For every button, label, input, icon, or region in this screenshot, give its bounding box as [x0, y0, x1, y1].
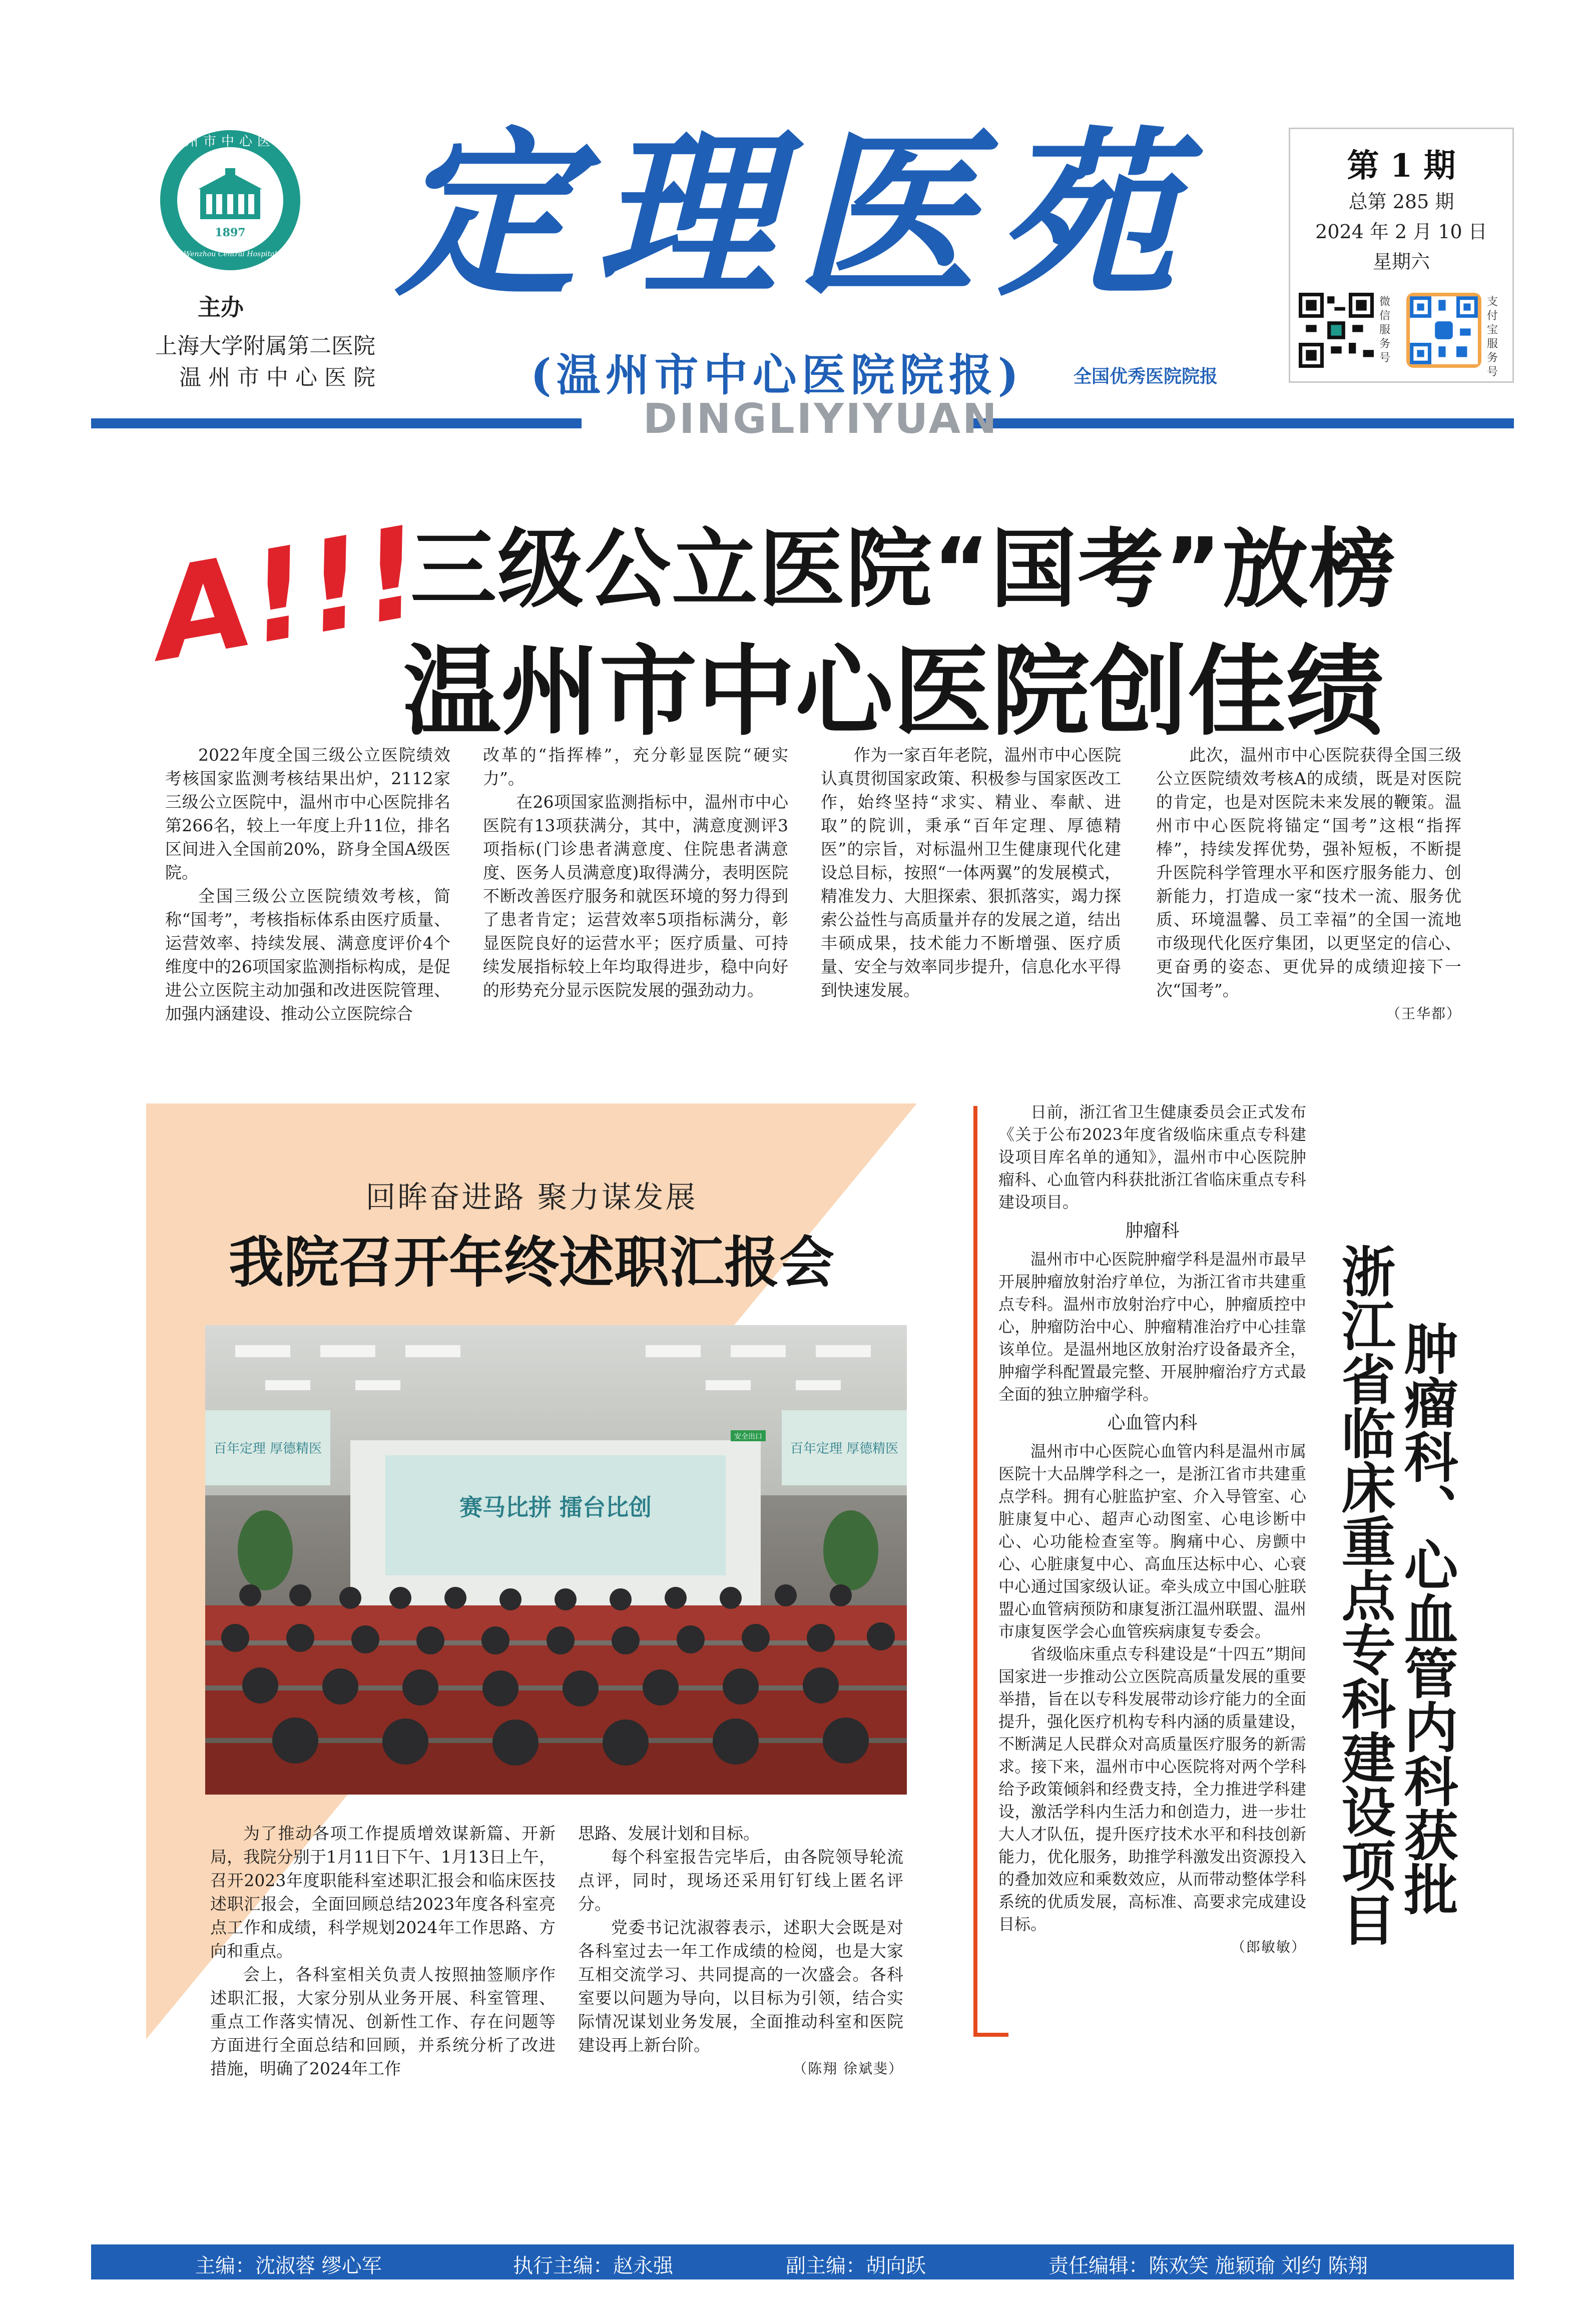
feature-paragraph: 为了推动各项工作提质增效谋新篇、开新局，我院分别于1月11日下午、1月13日上午，召开2023年度职能科室述职汇报会和临床医技述职汇报会，全面回顾总结2023年度各科室亮点工作和成绩，科学规划2024年工作思路、方向和重点。: [210, 1824, 556, 1961]
lead-article-column-2: [483, 743, 788, 1002]
feature-paragraph: 党委书记沈淑蓉表示，述职大会既是对各科室过去一年工作成绩的检阅，也是大家互相交流学习、共同提高的一次盛会。各科室要以问题为导向，以目标为引领，结合实际情况谋划业务发展，全面推动科室和医院建设再上新台阶。: [578, 1918, 903, 2055]
feature-paragraph: 思路、发展计划和目标。: [578, 1824, 760, 1843]
newspaper-pinyin: DINGLIYIYUAN: [643, 395, 999, 443]
masthead-rule-right: [968, 418, 1514, 428]
side-headline-line-2: 浙江省临床重点专科建设项目: [1332, 1244, 1395, 1946]
alipay-qr-label: 支付宝服务号: [1486, 296, 1498, 378]
duty-editors-credit: 责任编辑：陈欢笑 施颖瑜 刘约 陈翔: [1048, 2254, 1368, 2277]
side-paragraph: 省级临床重点专科建设是“十四五”期间国家进一步推动公立医院高质量发展的重要举措，旨在以专科发展带动诊疗能力的全面提升，强化医疗机构专科内涵的质量建设，不断满足人民群众对高质量医疗服务的新需求。接下来，温州市中心医院将对两个学科给予政策倾斜和经费支持，全力推进学科建设，激活学科内生活力和创造力，进一步壮大人才队伍，提升医疗技术水平和科技创新能力，优化服务，助推学科激发出资源投入的叠加效应和乘数效应，从而带动整体学科系统的优质发展，高标准、高要求完成建设目标。: [998, 1644, 1306, 1934]
wechat-qr-code[interactable]: [1299, 293, 1374, 368]
logo-year: 1897: [215, 226, 246, 239]
side-paragraph: 温州市中心医院心血管内科是温州市属医院十大品牌学科之一，是浙江省市共建重点学科。拥有心脏监护室、介入导管室、心脏康复中心、超声心动图室、心电诊断中心、心功能检查室等。胸痛中心、房颤中心、心脏康复中心、高血压达标中心、心衰中心通过国家级认证。牵头成立中国心脏联盟心血管病预防和康复浙江温州联盟、温州市康复医学会心血管疾病康复专委会。: [998, 1442, 1306, 1641]
grade-a-badge: A!!!: [143, 499, 432, 689]
issue-number: 第 1 期: [1347, 147, 1456, 185]
newspaper-subtitle: (温州市中心医院院报): [530, 349, 1024, 401]
executive-editor-credit: 执行主编：赵永强: [513, 2254, 673, 2277]
lead-paragraph: 此次，温州市中心医院获得全国三级公立医院绩效考核A的成绩，既是对医院的肯定，也是对医院未来发展的鞭策。温州市中心医院将锚定“国考”这根“指挥棒”，持续发挥优势，强补短板，不断提升医院科学管理水平和医疗服务能力、创新能力，打造成一家“技术一流、服务优质、环境温馨、员工幸福”的全国一流地市级现代化医疗集团，以更坚定的信心、更奋勇的姿态、更优异的成绩迎接下一次“国考”。: [1156, 745, 1461, 1000]
issue-total: 总第 285 期: [1348, 191, 1454, 213]
issue-weekday: 星期六: [1372, 251, 1430, 273]
side-paragraph: 温州市中心医院肿瘤学科是温州市最早开展肿瘤放射治疗单位，为浙江省市共建重点专科。温州市放射治疗中心，肿瘤质控中心，肿瘤防治中心、肿瘤精准治疗中心挂靠该单位。是温州地区放射治疗设备最齐全，肿瘤学科配置最完整、开展肿瘤治疗方式最全面的独立肿瘤学科。: [998, 1250, 1306, 1404]
logo-ring-text: 温州市中心医院: [167, 134, 293, 149]
side-screen-left-text: 百年定理 厚德精医: [213, 1441, 322, 1456]
lead-paragraph: 作为一家百年老院，温州市中心医院认真贯彻国家政策、积极参与国家医改工作，始终坚持“求实、精业、奉献、进取”的院训，秉承“百年定理、厚德精医”的宗旨，对标温州卫生健康现代化建设总目标，按照“一体两翼”的发展模式，精准发力、大胆探索、狠抓落实，竭力探索公益性与高质量并存的发展之道，结出丰硕成果，技术能力不断增强、医疗质量、安全与效率同步提升，信息化水平得到快速发展。: [821, 745, 1121, 1000]
lead-article-column-1: [165, 743, 450, 1025]
logo-english-name: Wenzhou Central Hospital: [183, 250, 277, 258]
side-paragraph: 日前，浙江省卫生健康委员会正式发布《关于公布2023年度省级临床重点专科建设项目库名单的通知》，温州市中心医院肿瘤科、心血管内科获批浙江省临床重点专科建设项目。: [998, 1102, 1306, 1212]
exit-sign-text: 安全出口: [734, 1433, 762, 1441]
host-name-2: 温 州 市 中 心 医 院: [179, 365, 375, 390]
lead-paragraph: 2022年度全国三级公立医院绩效考核国家监测考核结果出炉，2112家三级公立医院中，温州市中心医院排名第266名，较上一年度上升11位，排名区间进入全国前20%，跻身全国A级医院。: [165, 745, 450, 882]
hospital-building-icon: [196, 168, 264, 223]
subheading-oncology: 肿瘤科: [1125, 1221, 1180, 1241]
lead-article-column-4: [1156, 743, 1461, 1025]
award-badge: 全国优秀医院院报: [1074, 366, 1218, 387]
lead-byline: （王华都）: [1386, 1005, 1461, 1022]
side-headline-line-1: 肿瘤科、心血管内科获批: [1395, 1321, 1457, 1916]
headline-line-2: 温州市中心医院创佳绩: [403, 635, 1384, 749]
feature-column-2: [578, 1822, 903, 2080]
alipay-qr-code[interactable]: [1406, 293, 1481, 368]
lead-paragraph: 改革的“指挥棒”，充分彰显医院“硬实力”。: [483, 745, 788, 788]
side-article-rule: [973, 1106, 977, 2037]
feature-paragraph: 会上，各科室相关负责人按照抽签顺序作述职汇报，大家分别从业务开展、科室管理、重点工作落实情况、创新性工作、存在问题等方面进行全面总结和回顾，并系统分析了改进措施，明确了2024年工作: [210, 1965, 556, 2078]
meeting-photo: [205, 1325, 907, 1795]
meeting-photo-image: [205, 1325, 907, 1795]
side-screen-right-text: 百年定理 厚德精医: [790, 1441, 899, 1456]
deputy-editor-credit: 副主编：胡向跃: [786, 2254, 926, 2277]
lead-paragraph: 在26项国家监测指标中，温州市中心医院有13项获满分，其中，满意度测评3项指标(门诊患者满意度、住院患者满意度、医务人员满意度)取得满分，表明医院不断改善医疗服务和就医环境的努力得到了患者肯定；运营效率5项指标满分，彰显医院良好的运营水平；医疗质量、可持续发展指标较上年均取得进步，稳中向好的形势充分显示医院发展的强劲动力。: [483, 792, 788, 1000]
newspaper-title: 定理医苑: [395, 109, 1196, 321]
feature-title: 我院召开年终述职汇报会: [229, 1231, 834, 1295]
issue-date: 2024 年 2 月 10 日: [1315, 221, 1487, 243]
stage-banner-text: 赛马比拼 擂台比创: [459, 1494, 652, 1521]
chief-editor-credit: 主编：沈淑蓉 缪心军: [195, 2254, 382, 2277]
feature-kicker: 回眸奋进路 聚力谋发展: [365, 1180, 698, 1215]
side-byline: （郎敏敏）: [1231, 1939, 1306, 1955]
side-article-body: [998, 1101, 1306, 1958]
host-label: 主办: [198, 294, 244, 321]
host-name-1: 上海大学附属第二医院: [155, 333, 375, 359]
side-article-rule-foot: [973, 2033, 1008, 2037]
feature-byline: （陈翔 徐斌斐）: [793, 2060, 903, 2077]
lead-paragraph: 全国三级公立医院绩效考核，简称“国考”，考核指标体系由医疗质量、运营效率、持续发展、满意度评价4个维度中的26项国家监测指标构成，是促进公立医院主动加强和改进医院管理、加强内涵建设、推动公立医院综合: [165, 886, 450, 1023]
headline-line-1: 三级公立医院“国考”放榜: [410, 519, 1397, 620]
feature-paragraph: 每个科室报告完毕后，由各院领导轮流点评，同时，现场还采用钉钉线上匿名评分。: [578, 1847, 903, 1914]
lead-article-column-3: [821, 743, 1121, 1002]
masthead-rule-left: [91, 418, 582, 428]
wechat-qr-label: 微信服务号: [1379, 296, 1390, 364]
feature-column-1: [210, 1822, 556, 2080]
subheading-cardiology: 心血管内科: [1107, 1413, 1198, 1433]
